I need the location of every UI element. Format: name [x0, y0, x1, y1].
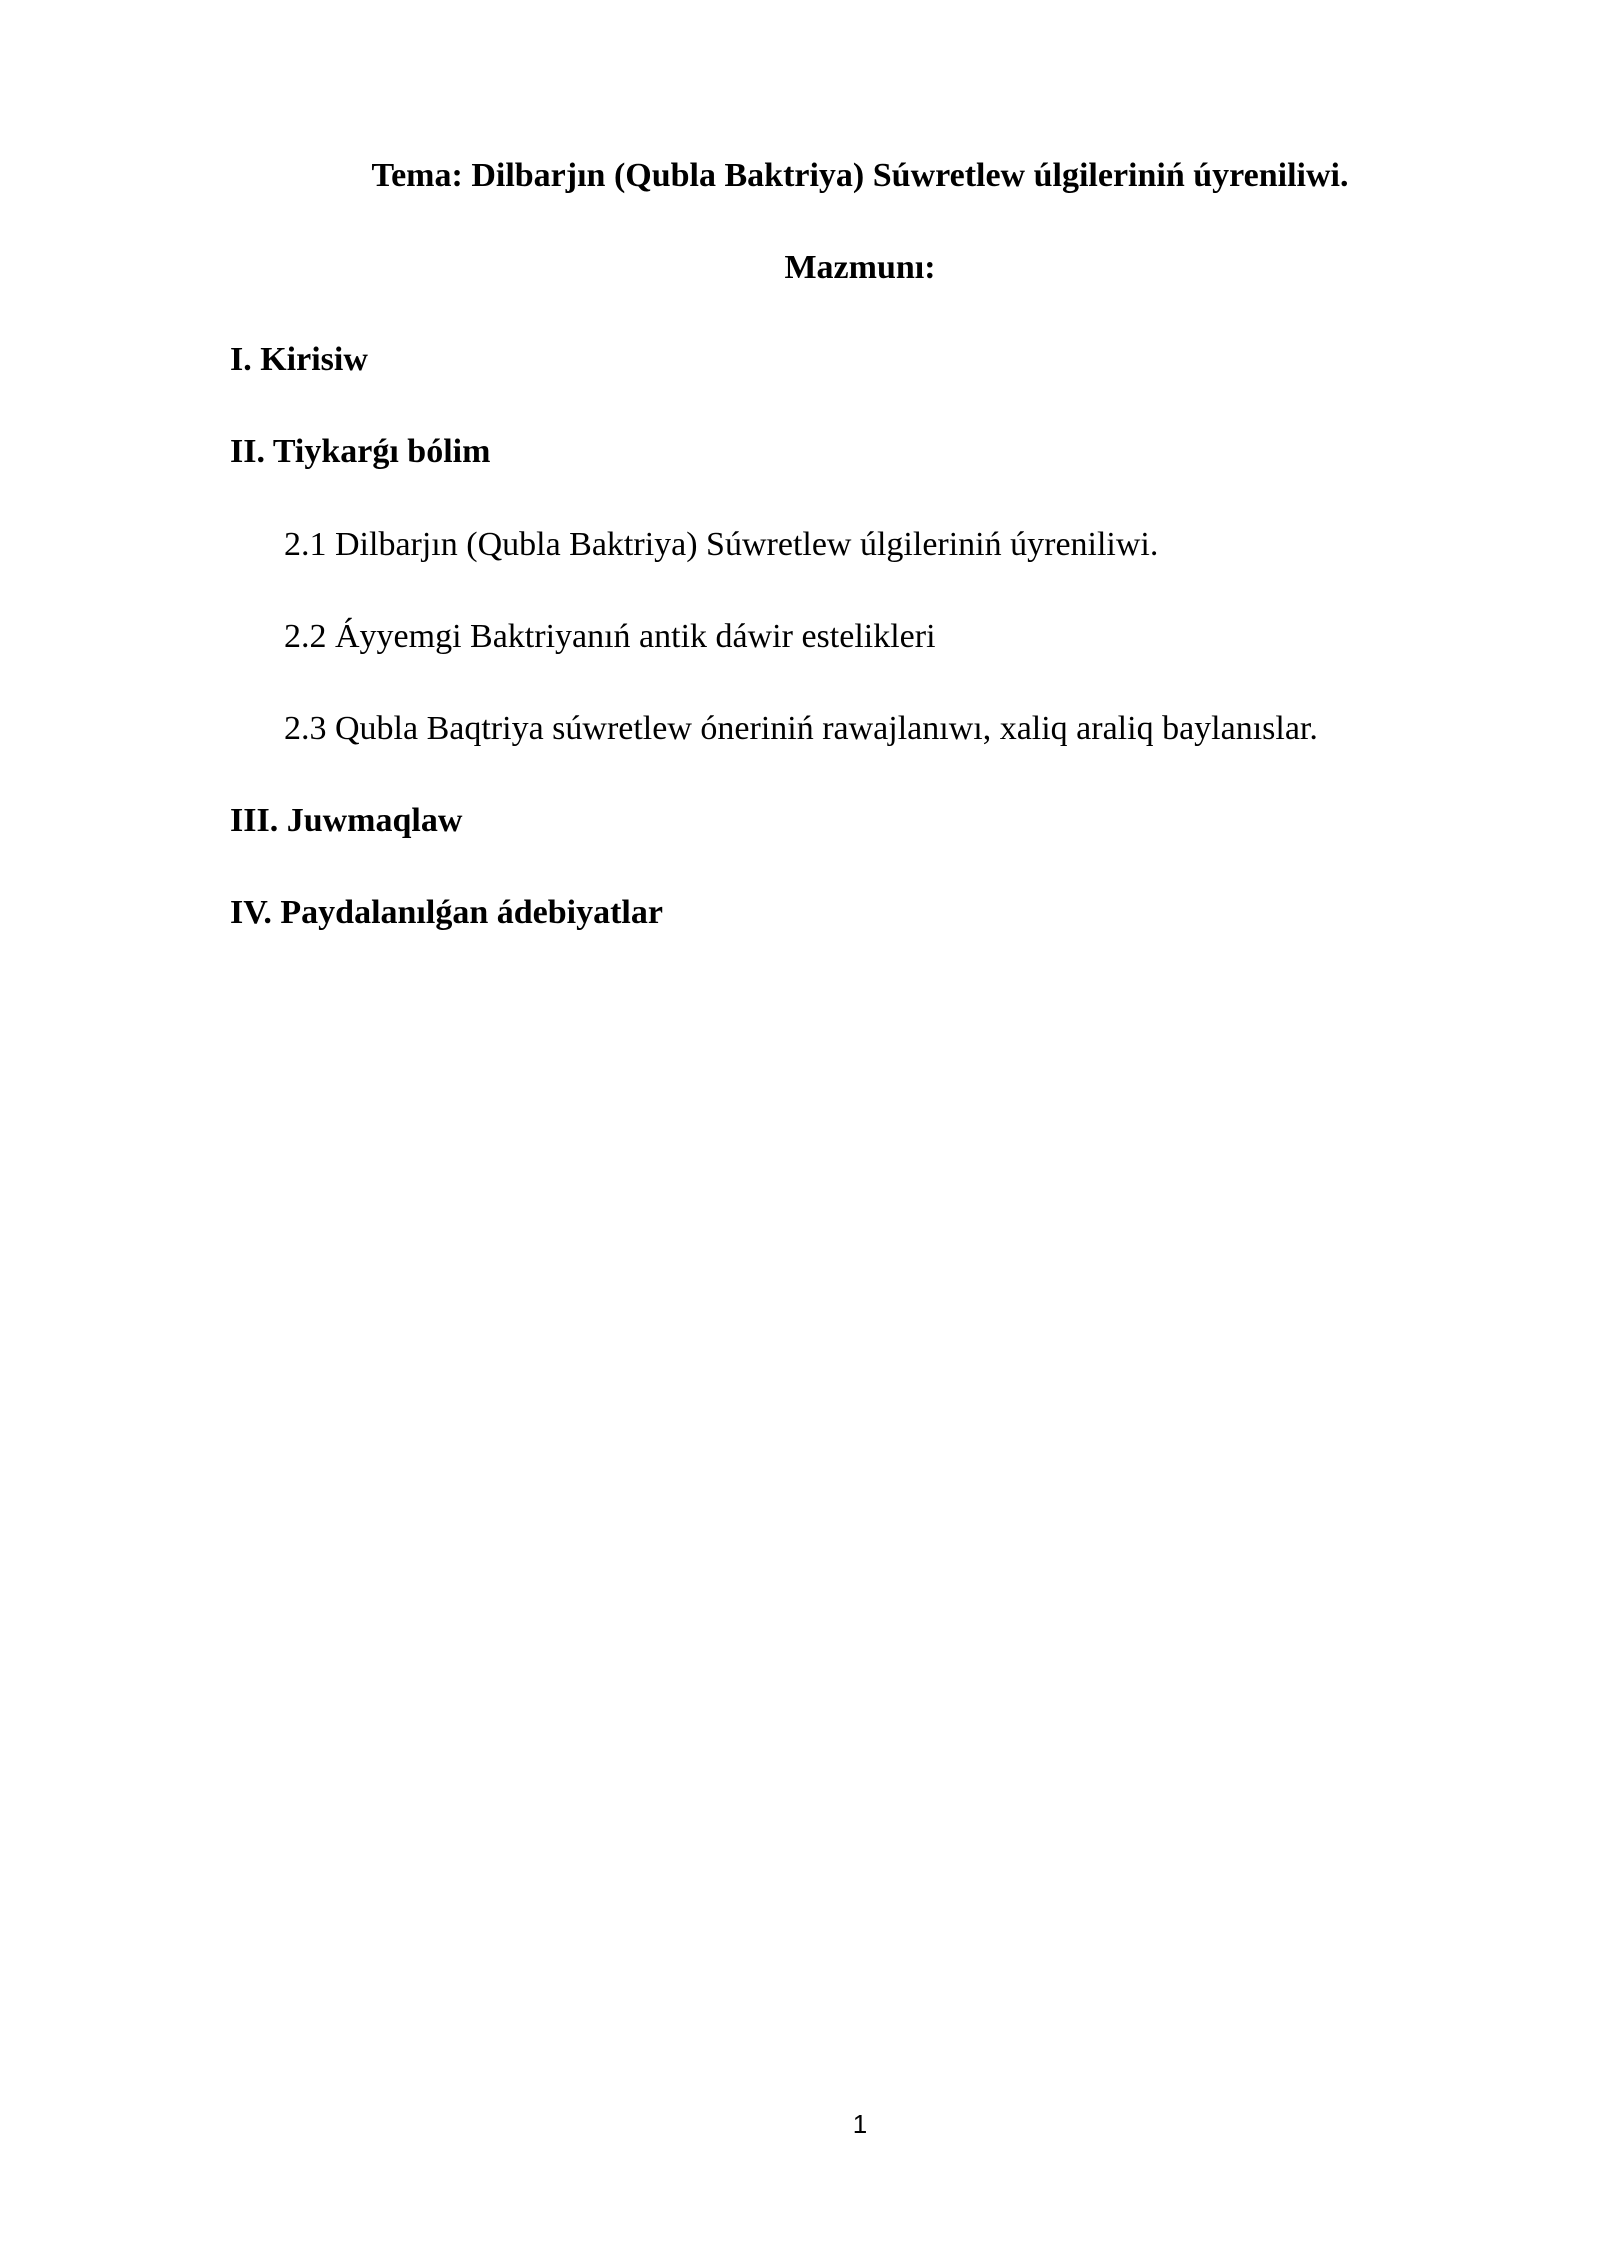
document-title: Tema: Dilbarjın (Qubla Baktriya) Súwretlew úlgileriniń úyreniliwi. — [371, 157, 1349, 194]
toc-subsection-2-1: 2.1 Dilbarjın (Qubla Baktriya) Súwretlew úlgileriniń úyreniliwi. — [284, 526, 1159, 563]
toc-section-main-part: II. Tiykarǵı bólim — [230, 433, 491, 470]
toc-subsection-2-3: 2.3 Qubla Baqtriya súwretlew óneriniń rawajlanıwı, xaliq araliq baylanıslar. — [284, 710, 1318, 747]
toc-section-conclusion: III. Juwmaqlaw — [230, 802, 463, 839]
toc-subsection-2-2: 2.2 Áyyemgi Baktriyanıń antik dáwir estelikleri — [284, 618, 936, 655]
contents-heading: Mazmunı: — [784, 249, 936, 286]
toc-section-references: IV. Paydalanılǵan ádebiyatlar — [230, 894, 663, 931]
toc-section-introduction: I. Kirisiw — [230, 341, 368, 378]
page-number: 1 — [852, 2109, 868, 2139]
